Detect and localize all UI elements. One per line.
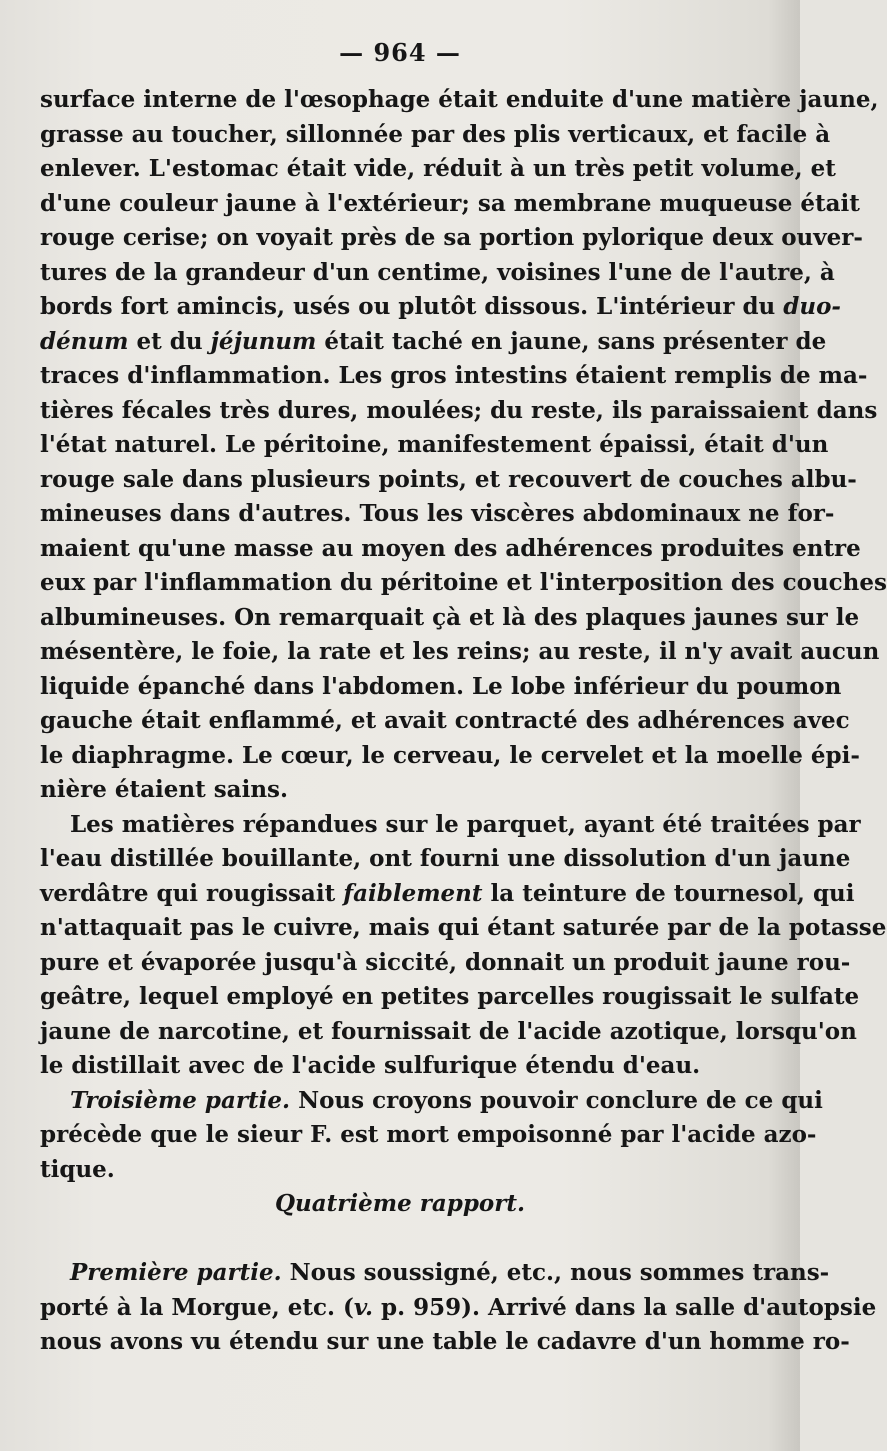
text-line [40,325,827,360]
text-line: gauche était enflammé, et avait contracté des adhérences avec [40,707,850,734]
italic-term: duo- [783,293,841,320]
text-run: Nous croyons pouvoir conclure de ce qui [298,1086,823,1114]
text-line: nous avons vu étendu sur une table le cadavre d'un homme ro- [40,1328,850,1355]
text-line [40,1084,823,1119]
text-line: traces d'inflammation. Les gros intestins étaient remplis de ma- [40,362,868,389]
text-line: l'état naturel. Le péritoine, manifestement épaissi, était d'un [40,431,829,458]
text-line: tique. [40,1155,115,1183]
text-line: l'eau distillée bouillante, ont fourni une dissolution d'un jaune [40,845,851,872]
text-line: le distillait avec de l'acide sulfurique étendu d'eau. [40,1052,701,1079]
text-run: verdâtre qui rougissait [40,879,336,907]
italic-term: jéjunum [210,327,317,355]
text-line: mésentère, le foie, la rate et les reins; au reste, il n'y avait aucun [40,638,880,665]
text-line: le diaphragme. Le cœur, le cerveau, le cervelet et la moelle épi- [40,741,860,769]
text-line: mineuses dans d'autres. Tous les viscères abdominaux ne for- [40,500,835,527]
report-heading-text: Quatrième rapport. [274,1190,526,1217]
text-line: enlever. L'estomac était vide, réduit à un très petit volume, et [40,155,836,182]
text-run: porté à la Morgue, etc. ( [40,1293,354,1321]
text-line: rouge sale dans plusieurs points, et recouvert de couches albu- [40,465,857,493]
text-line: albumineuses. On remarquait çà et là des plaques jaunes sur le [40,603,860,631]
section-heading-inline: Première partie. [70,1259,282,1286]
text-line: pure et évaporée jusqu'à siccité, donnait un produit jaune rou- [40,948,851,976]
text-run: bords fort amincis, usés ou plutôt dissous. L'intérieur du [40,293,776,320]
text-line [40,1256,830,1291]
text-run: Nous soussigné, etc., nous sommes trans- [289,1259,830,1286]
section-heading-inline: Troisième partie. [70,1086,291,1114]
text-line: tures de la grandeur d'un centime, voisines l'une de l'autre, à [40,258,835,286]
text-run: p. 959). Arrivé dans la salle d'autopsie [380,1293,877,1321]
text-line: surface interne de l'œsophage était enduite d'une matière jaune, [40,86,879,113]
spacer [40,1222,760,1257]
body-text [40,83,887,1360]
text-line: nière étaient sains. [40,776,289,803]
text-line [40,290,841,325]
report-heading [40,1187,760,1222]
text-run: était taché en jaune, sans présenter de [324,327,827,355]
italic-term: v. [353,1293,373,1321]
text-line [40,877,855,912]
text-line: maient qu'une masse au moyen des adhérences produites entre [40,534,861,562]
text-line: Les matières répandues sur le parquet, ayant été traitées par [70,810,861,838]
italic-term: dénum [40,327,129,355]
text-line: jaune de narcotine, et fournissait de l'acide azotique, lorsqu'on [40,1017,857,1045]
text-line: geâtre, lequel employé en petites parcelles rougissait le sulfate [40,983,860,1010]
text-run: la teinture de tournesol, qui [490,879,855,907]
text-line: d'une couleur jaune à l'extérieur; sa membrane muqueuse était [40,189,860,217]
italic-term: faiblement [343,879,483,907]
text-line: grasse au toucher, sillonnée par des plis verticaux, et facile à [40,120,831,148]
text-line [40,1291,877,1326]
text-run: et du [136,327,203,355]
text-line: rouge cerise; on voyait près de sa portion pylorique deux ouver- [40,224,863,251]
text-line: tières fécales très dures, moulées; du reste, ils paraissaient dans [40,396,878,424]
text-line: liquide épanché dans l'abdomen. Le lobe inférieur du poumon [40,672,842,700]
text-line: précède que le sieur F. est mort empoisonné par l'acide azo- [40,1121,817,1148]
text-line: eux par l'inflammation du péritoine et l'interposition des couches [40,569,887,596]
page-number: — 964 — [339,38,461,67]
text-line: n'attaquait pas le cuivre, mais qui étant saturée par de la potasse [40,914,887,941]
